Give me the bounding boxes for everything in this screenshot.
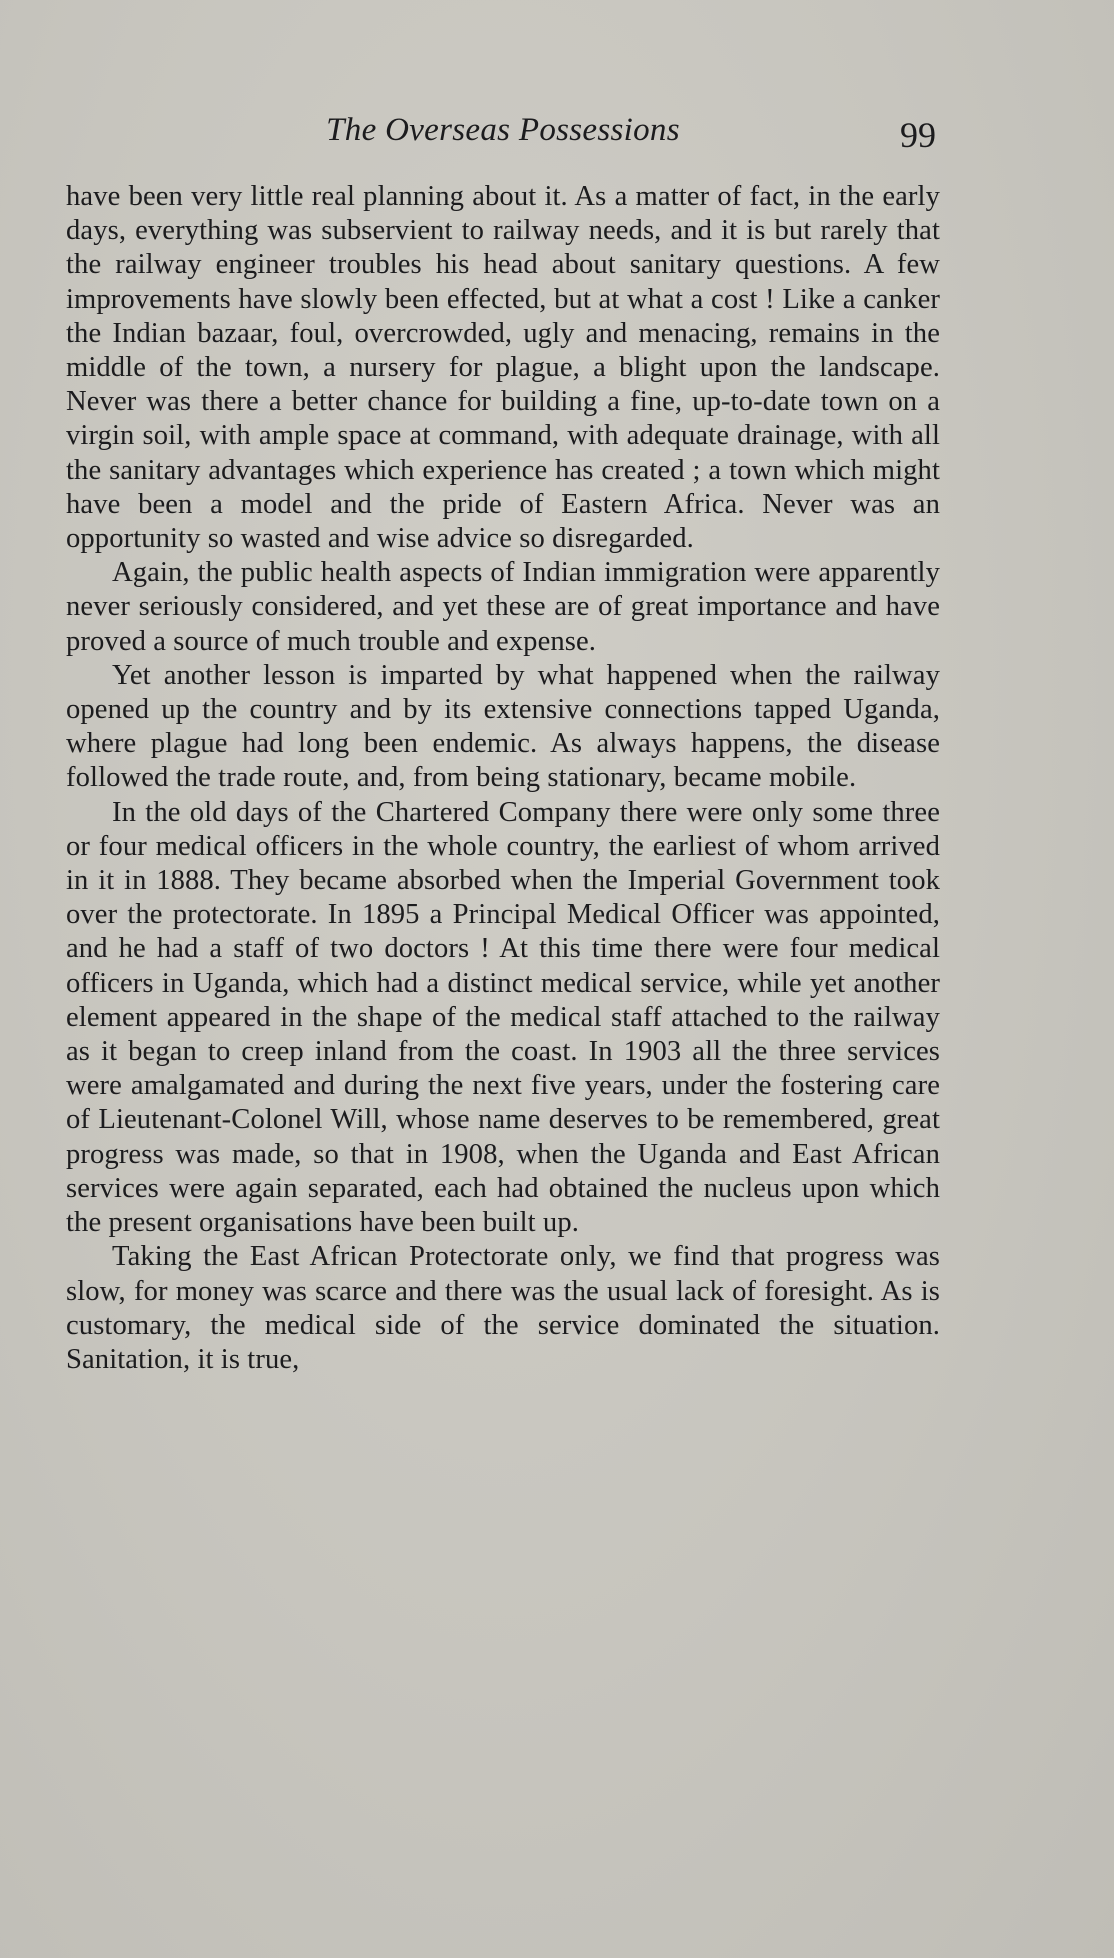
paragraph-chartered-company: In the old days of the Chartered Company there were only some three or four medical officers in the whole country, the earliest of whom arrived in it in 1888. They became absorbed when the Imperial Government took over the protectorate. In 1895 a Principal Medical Officer was appointed, and he had a staff of two doctors ! At this time there were four medical officers in Uganda, which had a distinct medical service, while yet another element appeared in the shape of the medical staff attached to the railway as it began to creep inland from the coast. In 1903 all the three services were amalgamated and during the next five years, under the fostering care of Lieutenant-Colonel Will, whose name deserves to be remembered, great progress was made, so that in 1908, when the Uganda and East African services were again separated, each had obtained the nucleus upon which the present organisations have been built up. bbox=[66, 796, 940, 1239]
running-head bbox=[66, 108, 940, 158]
paragraph-indian-immigration: Again, the public health aspects of Indian immigration were apparently never seriously considered, and yet these are of great importance and have proved a source of much trouble and expense. bbox=[66, 557, 940, 657]
paragraph-east-african-protectorate: Taking the East African Protectorate only, we find that progress was slow, for money was scarce and there was the usual lack of foresight. As is customary, the medical side of the service dominated the situation. Sanitation, it is true, bbox=[66, 1241, 940, 1375]
running-title: The Overseas Possessions bbox=[326, 112, 680, 148]
page-number: 99 bbox=[900, 115, 936, 155]
body-text bbox=[66, 180, 940, 1377]
paragraph-railway-lesson: Yet another lesson is imparted by what happened when the railway opened up the country and by its extensive connections tapped Uganda, where plague had long been endemic. As always happens, the disease followed the trade route, and, from being stationary, became mobile. bbox=[66, 659, 940, 794]
paragraph-continuation: have been very little real planning about it. As a matter of fact, in the early days, everything was subservient to railway needs, and it is but rarely that the railway engineer troubles his head about sanitary questions. A few improvements have slowly been effected, but at what a cost ! Like a canker the Indian bazaar, foul, overcrowded, ugly and menacing, remains in the middle of the town, a nursery for plague, a blight upon the landscape. Never was there a better chance for building a fine, up-to-date town on a virgin soil, with ample space at command, with adequate drainage, with all the sanitary advantages which experience has created ; a town which might have been a model and the pride of Eastern Africa. Never was an opportunity so wasted and wise advice so disregarded. bbox=[66, 181, 940, 555]
